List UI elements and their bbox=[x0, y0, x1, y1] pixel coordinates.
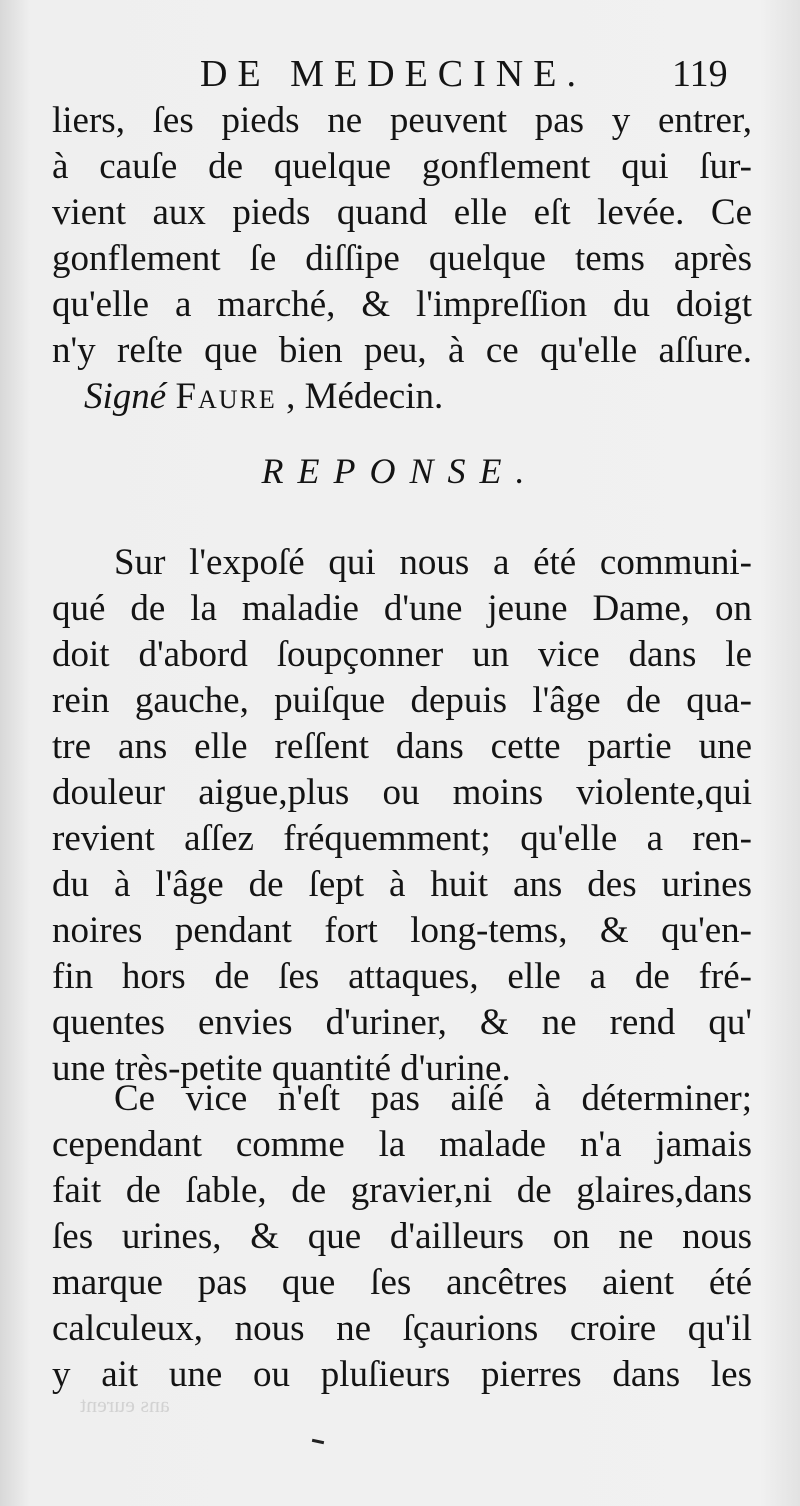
text-line: fin hors de ſes attaques, elle a de fré- bbox=[52, 956, 752, 997]
text-line: une très-petite quantité d'urine. bbox=[52, 1048, 511, 1089]
text-line: Sur l'expoſé qui nous a été communi- bbox=[114, 542, 752, 583]
paragraph-continuation bbox=[52, 98, 752, 420]
text-line: noires pendant fort long-tems, & qu'en- bbox=[52, 910, 752, 951]
paragraph-response bbox=[52, 540, 752, 1092]
text-line: à cauſe de quelque gonflement qui ſur- bbox=[52, 146, 752, 187]
text-line: fait de ſable, de gravier,ni de glaires,dans bbox=[52, 1170, 752, 1211]
text-line: qué de la maladie d'une jeune Dame, on bbox=[52, 588, 752, 629]
text-line: tre ans elle reſſent dans cette partie une bbox=[52, 726, 752, 767]
running-title: DE MEDECINE. bbox=[200, 53, 586, 95]
text-line: calculeux, nous ne ſçaurions croire qu'il bbox=[52, 1308, 752, 1349]
signature-line bbox=[52, 374, 752, 420]
text-line: du à l'âge de ſept à huit ans des urines bbox=[52, 864, 752, 905]
text-line: rein gauche, puiſque depuis l'âge de qua- bbox=[52, 680, 752, 721]
signature-suffix: , Médecin. bbox=[286, 376, 444, 417]
text-line: quentes envies d'uriner, & ne rend qu' bbox=[52, 1002, 752, 1043]
text-line: qu'elle a marché, & l'impreſſion du doigt bbox=[52, 284, 752, 325]
text-line: cependant comme la malade n'a jamais bbox=[52, 1124, 752, 1165]
text-line: y ait une ou pluſieurs pierres dans les bbox=[52, 1354, 752, 1395]
text-line: douleur aigue,plus ou moins violente,qui bbox=[52, 772, 752, 813]
page-header bbox=[0, 52, 800, 96]
signature-prefix: Signé bbox=[84, 376, 167, 417]
section-heading: REPONSE. bbox=[261, 451, 539, 491]
page-number: 119 bbox=[672, 53, 728, 95]
text-line: n'y reſte que bien peu, à ce qu'elle aſſure. bbox=[52, 330, 752, 371]
text-line: gonflement ſe diſſipe quelque tems après bbox=[52, 238, 752, 279]
text-line: vient aux pieds quand elle eſt levée. Ce bbox=[52, 192, 752, 233]
signature-name: Faure bbox=[175, 376, 277, 417]
bleed-through-text: ans eurent bbox=[80, 1392, 170, 1417]
ink-mark bbox=[312, 1439, 324, 1444]
paragraph-diagnosis bbox=[52, 1076, 752, 1398]
text-line: Ce vice n'eſt pas aiſé à déterminer; bbox=[114, 1078, 752, 1119]
text-line: ſes urines, & que d'ailleurs on ne nous bbox=[52, 1216, 752, 1257]
text-line: liers, ſes pieds ne peuvent pas y entrer, bbox=[52, 100, 752, 141]
text-line: revient aſſez fréquemment; qu'elle a ren- bbox=[52, 818, 752, 859]
text-line: marque pas que ſes ancêtres aient été bbox=[52, 1262, 752, 1303]
text-line: doit d'abord ſoupçonner un vice dans le bbox=[52, 634, 752, 675]
